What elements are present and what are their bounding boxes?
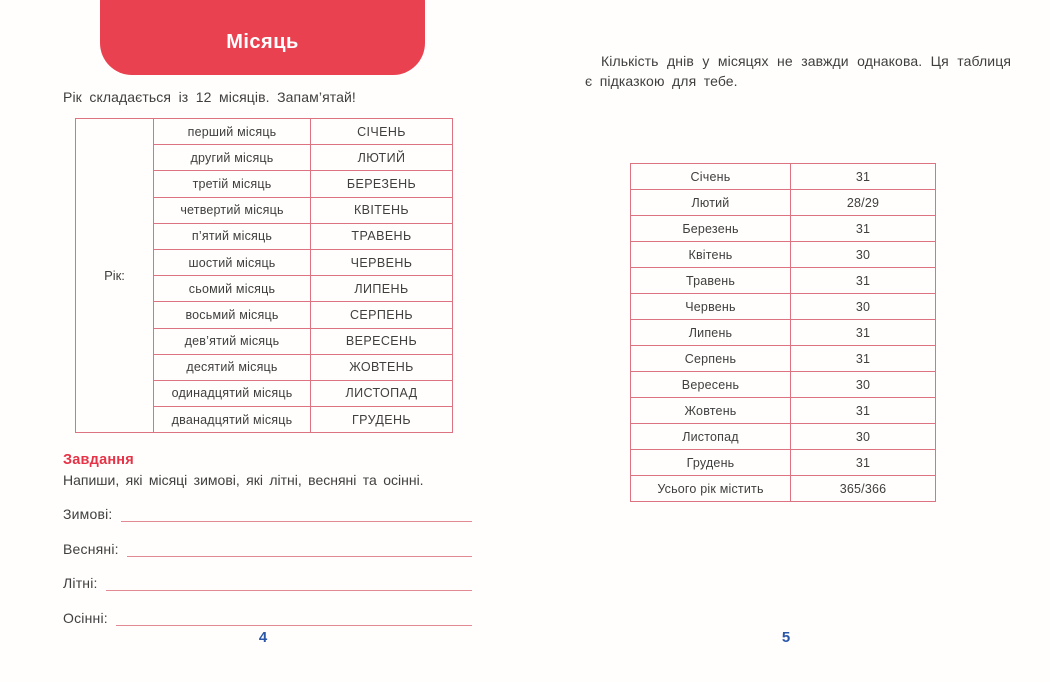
days-value: 30 xyxy=(791,372,936,398)
days-value: 31 xyxy=(791,346,936,372)
task-heading: Завдання xyxy=(63,452,134,468)
month-label: Травень xyxy=(631,268,791,294)
days-value: 31 xyxy=(791,398,936,424)
month-label: Січень xyxy=(631,164,791,190)
month-ordinal: одинадцятий місяць xyxy=(154,380,311,406)
days-value: 31 xyxy=(791,164,936,190)
month-label: Липень xyxy=(631,320,791,346)
days-table-row xyxy=(631,242,936,268)
left-intro-text: Рік складається із 12 місяців. Запам’ятай! xyxy=(63,89,356,105)
days-value: 31 xyxy=(791,450,936,476)
month-name: ТРАВЕНЬ xyxy=(311,223,453,249)
days-table xyxy=(630,163,936,502)
answer-line xyxy=(116,608,472,626)
days-value: 30 xyxy=(791,242,936,268)
month-ordinal: дев’ятий місяць xyxy=(154,328,311,354)
page-number-left: 4 xyxy=(258,629,268,646)
task-fields xyxy=(63,498,472,636)
season-field-row xyxy=(63,498,472,522)
season-field-row xyxy=(63,567,472,591)
season-field-label: Весняні: xyxy=(63,540,119,557)
days-table-row xyxy=(631,268,936,294)
month-name: ЧЕРВЕНЬ xyxy=(311,249,453,275)
month-name: БЕРЕЗЕНЬ xyxy=(311,171,453,197)
months-table xyxy=(75,118,453,433)
days-table-row xyxy=(631,320,936,346)
days-value: 365/366 xyxy=(791,476,936,502)
month-ordinal: перший місяць xyxy=(154,119,311,145)
days-table-row xyxy=(631,398,936,424)
days-value: 31 xyxy=(791,216,936,242)
month-name: ЖОВТЕНЬ xyxy=(311,354,453,380)
month-ordinal: сьомий місяць xyxy=(154,276,311,302)
days-value: 30 xyxy=(791,294,936,320)
days-table-row xyxy=(631,190,936,216)
month-ordinal: другий місяць xyxy=(154,145,311,171)
month-name: СЕРПЕНЬ xyxy=(311,302,453,328)
days-table-row xyxy=(631,346,936,372)
month-label: Лютий xyxy=(631,190,791,216)
month-label: Жовтень xyxy=(631,398,791,424)
month-label: Усього рік містить xyxy=(631,476,791,502)
answer-line xyxy=(121,504,472,522)
days-value: 28/29 xyxy=(791,190,936,216)
month-ordinal: шостий місяць xyxy=(154,249,311,275)
month-ordinal: п’ятий місяць xyxy=(154,223,311,249)
month-label: Вересень xyxy=(631,372,791,398)
days-table-row xyxy=(631,294,936,320)
chapter-header xyxy=(100,0,425,75)
month-ordinal: третій місяць xyxy=(154,171,311,197)
page-number-right: 5 xyxy=(781,629,791,646)
month-label: Серпень xyxy=(631,346,791,372)
month-ordinal: четвертий місяць xyxy=(154,197,311,223)
month-name: КВІТЕНЬ xyxy=(311,197,453,223)
days-value: 31 xyxy=(791,320,936,346)
month-name: ГРУДЕНЬ xyxy=(311,407,453,433)
month-label: Червень xyxy=(631,294,791,320)
season-field-row xyxy=(63,533,472,557)
month-ordinal: десятий місяць xyxy=(154,354,311,380)
season-field-label: Літні: xyxy=(63,575,98,591)
month-ordinal: дванадцятий місяць xyxy=(154,407,311,433)
months-table-row xyxy=(76,119,453,145)
months-table-body xyxy=(76,119,453,433)
days-table-row xyxy=(631,372,936,398)
answer-line xyxy=(106,573,472,591)
days-table-row xyxy=(631,164,936,190)
month-name: ЛЮТИЙ xyxy=(311,145,453,171)
days-value: 31 xyxy=(791,268,936,294)
task-instruction: Напиши, які місяці зимові, які літні, весняні та осінні. xyxy=(63,472,424,488)
month-name: ЛИСТОПАД xyxy=(311,380,453,406)
month-label: Березень xyxy=(631,216,791,242)
days-table-body xyxy=(631,164,936,502)
month-label: Листопад xyxy=(631,424,791,450)
days-table-row xyxy=(631,450,936,476)
year-label-cell: Рік: xyxy=(76,119,154,433)
answer-line xyxy=(127,539,472,557)
month-name: СІЧЕНЬ xyxy=(311,119,453,145)
days-table-row xyxy=(631,216,936,242)
month-label: Квітень xyxy=(631,242,791,268)
days-table-row xyxy=(631,476,936,502)
month-ordinal: восьмий місяць xyxy=(154,302,311,328)
days-value: 30 xyxy=(791,424,936,450)
month-name: ВЕРЕСЕНЬ xyxy=(311,328,453,354)
month-name: ЛИПЕНЬ xyxy=(311,276,453,302)
season-field-label: Осінні: xyxy=(63,609,108,626)
chapter-title: Місяць xyxy=(226,31,299,53)
right-intro-text: Кількість днів у місяцях не завжди однакова. Ця таблиця є підказкою для тебе. xyxy=(585,53,1011,90)
season-field-label: Зимові: xyxy=(63,506,113,522)
days-table-row xyxy=(631,424,936,450)
month-label: Грудень xyxy=(631,450,791,476)
season-field-row xyxy=(63,602,472,626)
